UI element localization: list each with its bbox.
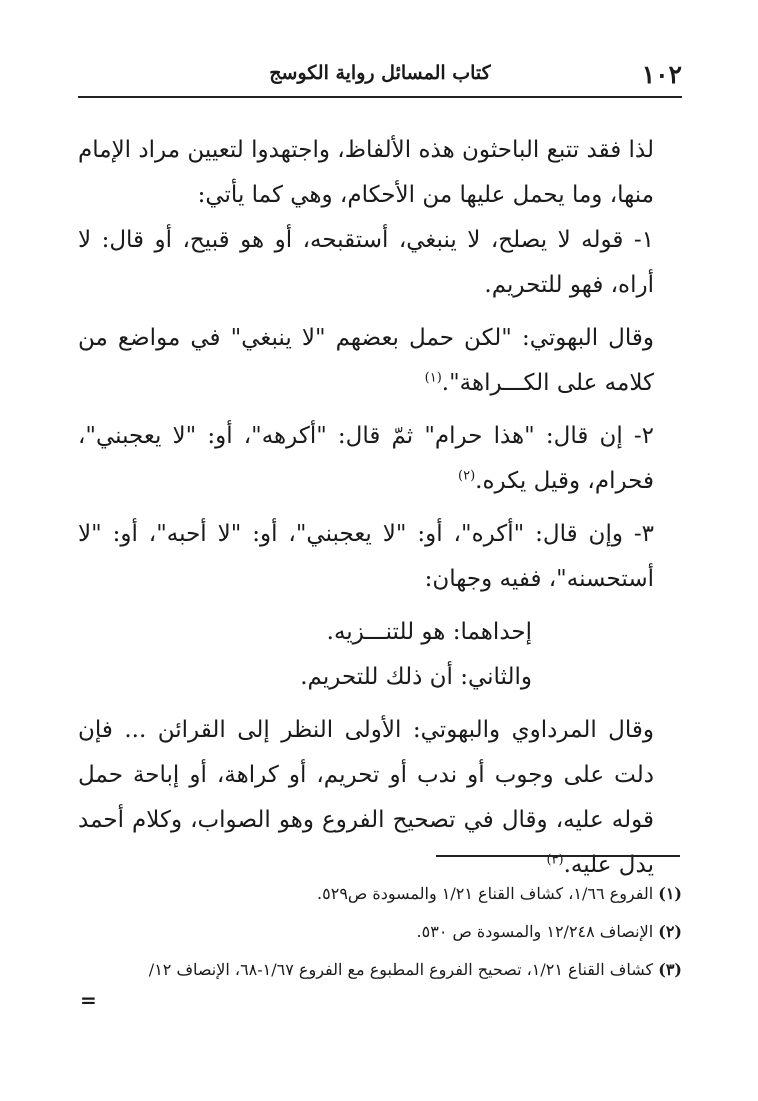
footnote-text: الإنصاف ١٢/٢٤٨ والمسودة ص ٥٣٠. xyxy=(416,922,659,941)
footnote-separator xyxy=(436,855,680,857)
footnote-ref-3: (٣) xyxy=(546,852,564,868)
paragraph-item-3: ٣- وإن قال: "أكره"، أو: "لا يعجبني"، أو: "لا أحبه"، أو: "لا أستحسنه"، ففيه وجهان: xyxy=(78,521,654,592)
paragraph-first-view: إحداهما: هو للتنـــزيه. xyxy=(326,619,532,645)
main-text xyxy=(78,128,682,888)
footnote-number: (٢) xyxy=(658,922,682,941)
paragraph-item-1: ١- قوله لا يصلح، لا ينبغي، أستقبحه، أو هو قبيح، أو قال: لا أراه، فهو للتحريم. xyxy=(78,227,654,298)
footnote-text: كشاف القناع ١/٢١، تصحيح الفروع المطبوع مع الفروع ١/٦٧-٦٨، الإنصاف ١٢/ xyxy=(148,960,659,979)
paragraph-mardawi xyxy=(78,708,682,888)
page-number: ١٠٢ xyxy=(641,60,682,89)
footnote-3 xyxy=(78,956,682,984)
footnote-number: (١) xyxy=(658,884,682,903)
paragraph-second-view: والثاني: أن ذلك للتحريم. xyxy=(300,664,532,690)
paragraph-buhuti-quote-text: وقال البهوتي: "لكن حمل بعضهم "لا ينبغي" في مواضع من كلامه على الكـــراهة". xyxy=(78,325,654,396)
running-title: كتاب المسائل رواية الكوسج xyxy=(269,62,491,84)
footnote-number: (٣) xyxy=(658,960,682,979)
footnote-text: الفروع ١/٦٦، كشاف القناع ١/٢١ والمسودة ص٥٢٩. xyxy=(317,884,659,903)
footnotes xyxy=(78,880,682,994)
paragraph-buhuti-quote xyxy=(78,316,682,406)
paragraph-intro: لذا فقد تتبع الباحثون هذه الألفاظ، واجتهدوا لتعيين مراد الإمام منها، وما يحمل عليها من الأحكام، وهي كما يأتي: xyxy=(78,137,654,208)
footnote-1 xyxy=(78,880,682,908)
header-rule xyxy=(78,96,682,98)
footnote-2 xyxy=(78,918,682,946)
continuation-mark: = xyxy=(80,988,97,1012)
footnote-ref-2: (٢) xyxy=(458,468,476,484)
paragraph-item-2 xyxy=(78,414,682,504)
footnote-ref-1: (١) xyxy=(424,370,442,386)
paragraph-mardawi-text: وقال المرداوي والبهوتي: الأولى النظر إلى القرائن ... فإن دلت على وجوب أو ندب أو تحريم، أو كراهة، أو إباحة حمل قوله عليه، وقال في تصحيح الفروع وهو الصواب، وكلام أحمد يدل عليه. xyxy=(78,717,654,878)
page-header xyxy=(78,58,682,98)
paragraph-item-2-text: ٢- إن قال: "هذا حرام" ثمّ قال: "أكرهه"، أو: "لا يعجبني"، فحرام، وقيل يكره. xyxy=(78,423,654,494)
